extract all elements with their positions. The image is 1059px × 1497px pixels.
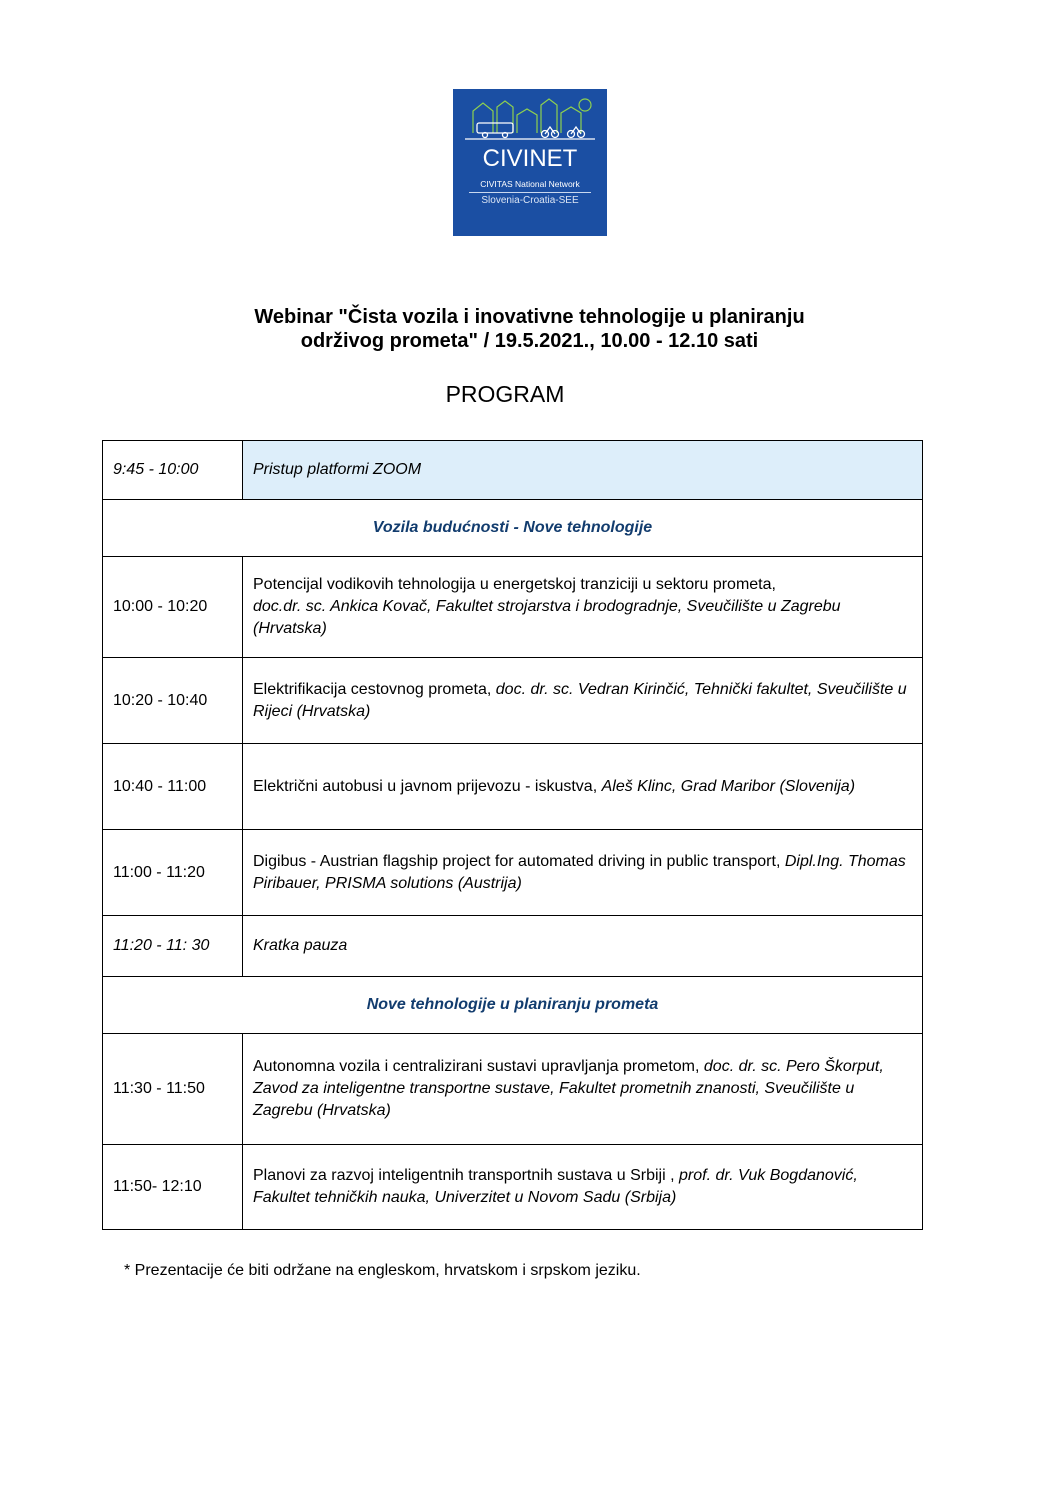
program-heading: PROGRAM — [445, 381, 565, 407]
title-line-1: Webinar "Čista vozila i inovativne tehnologije u planiranju — [254, 306, 805, 328]
speaker-text: doc.dr. sc. Ankica Kovač, Fakultet strojarstva i brodogradnje, Sveučilište u Zagrebu (Hrvatska) — [253, 598, 841, 637]
time-cell: 11:50- 12:10 — [103, 1145, 243, 1230]
speaker-text: Dipl.Ing. Thomas Piribauer, PRISMA solutions (Austrija) — [253, 852, 906, 892]
logo-name: CIVINET — [482, 145, 578, 172]
speaker-text: doc. dr. sc. Vedran Kirinčić, Tehnički fakultet, Sveučilište u Rijeci (Hrvatska) — [253, 680, 907, 720]
section-heading: Nove tehnologije u planiranju prometa — [103, 977, 923, 1034]
footnote: * Prezentacije će biti održane na engleskom, hrvatskom i srpskom jeziku. — [124, 1262, 641, 1279]
description-cell — [243, 744, 923, 830]
description-cell: Pristup platformi ZOOM — [243, 441, 923, 500]
table-row — [103, 557, 923, 658]
description-cell — [243, 557, 923, 658]
table-row — [103, 916, 923, 977]
logo-region: Slovenia-Croatia-SEE — [481, 195, 579, 206]
speaker-text: prof. dr. Vuk Bogdanović, Fakultet tehničkih nauka, Univerzitet u Novom Sadu (Srbija) — [253, 1167, 858, 1206]
topic-text: Planovi za razvoj inteligentnih transportnih sustava u Srbiji , — [253, 1167, 675, 1184]
time-cell: 11:30 - 11:50 — [103, 1034, 243, 1145]
table-row — [103, 830, 923, 916]
time-cell: 10:40 - 11:00 — [103, 744, 243, 830]
section-row — [103, 500, 923, 557]
time-cell: 11:00 - 11:20 — [103, 830, 243, 916]
description-cell — [243, 658, 923, 744]
time-cell: 10:00 - 10:20 — [103, 557, 243, 658]
table-row — [103, 1145, 923, 1230]
logo-divider — [469, 192, 591, 193]
speaker-text: Aleš Klinc, Grad Maribor (Slovenija) — [601, 777, 856, 795]
table-row — [103, 1034, 923, 1145]
description-cell — [243, 1145, 923, 1230]
topic-text: Autonomna vozila i centralizirani sustavi upravljanja prometom, — [253, 1058, 700, 1075]
table-row — [103, 658, 923, 744]
time-cell: 10:20 - 10:40 — [103, 658, 243, 744]
topic-text: Digibus - Austrian flagship project for automated driving in public transport, — [253, 852, 781, 870]
section-row — [103, 977, 923, 1034]
time-cell: 9:45 - 10:00 — [103, 441, 243, 500]
city-skyline-icon — [453, 89, 607, 149]
description-cell: Kratka pauza — [243, 916, 923, 977]
title-line-2: održivog prometa" / 19.5.2021., 10.00 - 12.10 sati — [300, 330, 759, 352]
topic-text: Elektrifikacija cestovnog prometa, — [253, 680, 492, 698]
logo-network: CIVITAS National Network — [480, 179, 580, 189]
page-title — [130, 305, 929, 353]
schedule-table — [102, 440, 923, 1230]
description-cell — [243, 1034, 923, 1145]
topic-text: Električni autobusi u javnom prijevozu - iskustva, — [253, 777, 598, 795]
topic-text: Potencijal vodikovih tehnologija u energetskoj tranziciji u sektoru prometa, — [253, 576, 776, 593]
civinet-logo — [453, 89, 607, 236]
description-cell — [243, 830, 923, 916]
table-row — [103, 744, 923, 830]
table-row — [103, 441, 923, 500]
section-heading: Vozila budućnosti - Nove tehnologije — [103, 500, 923, 557]
speaker-text: doc. dr. sc. Pero Škorput, Zavod za inteligentne transportne sustave, Fakultet prometnih znanosti, Sveučilište u Zagrebu (Hrvatska) — [253, 1058, 884, 1119]
time-cell: 11:20 - 11: 30 — [103, 916, 243, 977]
